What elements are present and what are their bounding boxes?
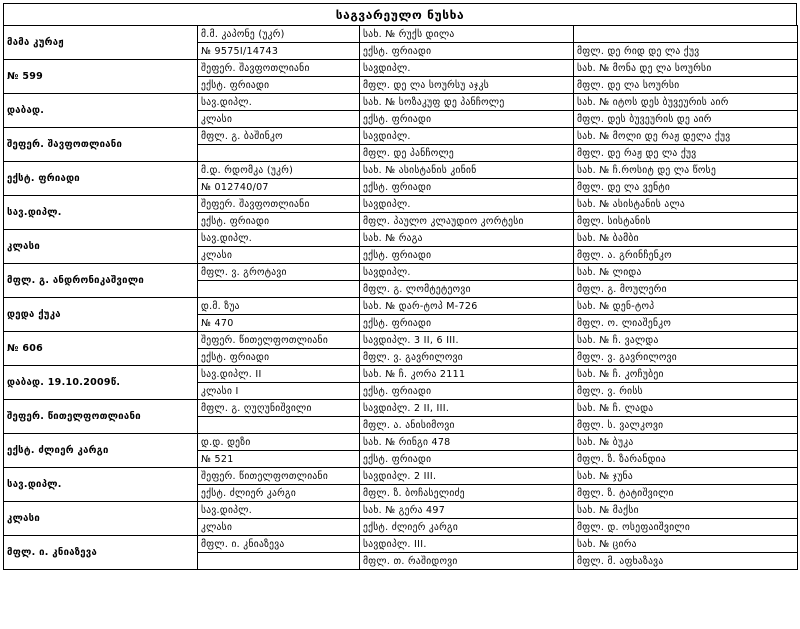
grandparent-cell: ექსტ. ძლიერ კარგი: [360, 519, 574, 536]
document-title: საგვარეულო ნუსხა: [3, 3, 797, 25]
grandparent-cell: მფლ. პაულო კლაუდიო კორტესი: [360, 213, 574, 230]
grandparent-cell: სახ. № რინგი 478: [360, 434, 574, 451]
great-grandparent-cell: მფლ. ა. გრინჩენკო: [574, 247, 798, 264]
great-grandparent-cell: მფლ. ვ. გავრილოვი: [574, 349, 798, 366]
grandparent-cell: სავდიპლ. III.: [360, 536, 574, 553]
owner-dog-cell: დაბად.: [4, 94, 198, 128]
parent-cell: მ.მ. კაპონე (უკრ): [198, 26, 360, 43]
table-row: [4, 128, 798, 145]
great-grandparent-cell: სახ. № ასისტანის ალა: [574, 196, 798, 213]
owner-dog-cell: მფლ. ი. კნიაზევა: [4, 536, 198, 570]
parent-cell: მფლ. ი. კნიაზევა: [198, 536, 360, 553]
parent-cell: ექსტ. ძლიერ კარგი: [198, 485, 360, 502]
parent-cell: სავ.დიპლ. II: [198, 366, 360, 383]
grandparent-cell: ექსტ. ფრიადი: [360, 111, 574, 128]
owner-dog-cell: კლასი: [4, 230, 198, 264]
grandparent-cell: მფლ. ზ. ბოჩასელიძე: [360, 485, 574, 502]
parent-cell: [198, 417, 360, 434]
grandparent-cell: სახ. № ასისტანის კინინ: [360, 162, 574, 179]
grandparent-cell: ექსტ. ფრიადი: [360, 179, 574, 196]
great-grandparent-cell: სახ. № მონა დე ლა სოურსი: [574, 60, 798, 77]
great-grandparent-cell: მფლ. დეს ბუვეურის დე აირ: [574, 111, 798, 128]
table-row: [4, 434, 798, 451]
grandparent-cell: მფლ. დე ლა სოურსუ აჯკს: [360, 77, 574, 94]
parent-cell: კლასი: [198, 111, 360, 128]
grandparent-cell: სახ. № რაგა: [360, 230, 574, 247]
parent-cell: [198, 281, 360, 298]
table-row: [4, 230, 798, 247]
parent-cell: მფლ. ვ. გროტავი: [198, 264, 360, 281]
parent-cell: [198, 145, 360, 162]
owner-dog-cell: ექსტ. ფრიადი: [4, 162, 198, 196]
parent-cell: შეფერ. შავფოთლიანი: [198, 60, 360, 77]
parent-cell: დ.დ. დეზი: [198, 434, 360, 451]
parent-cell: ექსტ. ფრიადი: [198, 77, 360, 94]
parent-cell: მფლ. გ. ღუღუნიშვილი: [198, 400, 360, 417]
parent-cell: № 012740/07: [198, 179, 360, 196]
owner-dog-cell: № 599: [4, 60, 198, 94]
parent-cell: კლასი I: [198, 383, 360, 400]
grandparent-cell: ექსტ. ფრიადი: [360, 247, 574, 264]
great-grandparent-cell: სახ. № დენ-ტოპ: [574, 298, 798, 315]
great-grandparent-cell: სახ. № იტოს დეს ბუვეურის აირ: [574, 94, 798, 111]
owner-dog-cell: დედა ქუკა: [4, 298, 198, 332]
parent-cell: № 9575I/14743: [198, 43, 360, 60]
table-row: [4, 502, 798, 519]
grandparent-cell: ექსტ. ფრიადი: [360, 451, 574, 468]
great-grandparent-cell: სახ. № მაქსი: [574, 502, 798, 519]
parent-cell: შეფერ. შავფოთლიანი: [198, 196, 360, 213]
great-grandparent-cell: [574, 26, 798, 43]
great-grandparent-cell: მფლ. სისტანის: [574, 213, 798, 230]
parent-cell: № 521: [198, 451, 360, 468]
parent-cell: სავ.დიპლ.: [198, 230, 360, 247]
great-grandparent-cell: მფლ. ო. ლიაშენკო: [574, 315, 798, 332]
table-row: [4, 332, 798, 349]
parent-cell: სავ.დიპლ.: [198, 502, 360, 519]
owner-dog-cell: მამა კურაჟ: [4, 26, 198, 60]
parent-cell: დ.მ. ზუა: [198, 298, 360, 315]
parent-cell: ექსტ. ფრიადი: [198, 349, 360, 366]
parent-cell: შეფერ. წითელფოთლიანი: [198, 468, 360, 485]
parent-cell: ექსტ. ფრიადი: [198, 213, 360, 230]
great-grandparent-cell: მფლ. დე ლა სოურსი: [574, 77, 798, 94]
grandparent-cell: მფლ. ვ. გავრილოვი: [360, 349, 574, 366]
grandparent-cell: სახ. № გერა 497: [360, 502, 574, 519]
parent-cell: [198, 553, 360, 570]
owner-dog-cell: შეფერ. შავფოთლიანი: [4, 128, 198, 162]
owner-dog-cell: სავ.დიპლ.: [4, 468, 198, 502]
grandparent-cell: მფლ. თ. რაშიდოვი: [360, 553, 574, 570]
great-grandparent-cell: მფლ. დე რიდ დე ლა ქუვ: [574, 43, 798, 60]
grandparent-cell: ექსტ. ფრიადი: [360, 315, 574, 332]
table-row: [4, 366, 798, 383]
owner-dog-cell: მფლ. გ. ანდრონიკაშვილი: [4, 264, 198, 298]
grandparent-cell: სავდიპლ. 2 III.: [360, 468, 574, 485]
grandparent-cell: მფლ. გ. ლომტეტეოვი: [360, 281, 574, 298]
great-grandparent-cell: სახ. № ლიდა: [574, 264, 798, 281]
table-row: [4, 94, 798, 111]
table-row: [4, 162, 798, 179]
great-grandparent-cell: მფლ. დ. ოსეფაიშვილი: [574, 519, 798, 536]
grandparent-cell: მფლ. ა. ანისიმოვი: [360, 417, 574, 434]
parent-cell: № 470: [198, 315, 360, 332]
great-grandparent-cell: სახ. № ჩ.როსიტ დე ლა წოსე: [574, 162, 798, 179]
parent-cell: კლასი: [198, 519, 360, 536]
grandparent-cell: სავდიპლ.: [360, 60, 574, 77]
owner-dog-cell: კლასი: [4, 502, 198, 536]
table-row: [4, 60, 798, 77]
great-grandparent-cell: მფლ. დე რაჟ დე ლა ქუვ: [574, 145, 798, 162]
owner-dog-cell: ექსტ. ძლიერ კარგი: [4, 434, 198, 468]
great-grandparent-cell: მფლ. დე ლა ვენტი: [574, 179, 798, 196]
grandparent-cell: სახ. № სოზაკუფ დე პანჩოლე: [360, 94, 574, 111]
great-grandparent-cell: სახ. № ჯუნა: [574, 468, 798, 485]
table-row: [4, 264, 798, 281]
owner-dog-cell: შეფერ. წითელფოთლიანი: [4, 400, 198, 434]
owner-dog-cell: დაბად. 19.10.2009წ.: [4, 366, 198, 400]
parent-cell: მ.დ. რდომკა (უკრ): [198, 162, 360, 179]
table-row: [4, 26, 798, 43]
grandparent-cell: სავდიპლ. 3 II, 6 III.: [360, 332, 574, 349]
owner-dog-cell: № 606: [4, 332, 198, 366]
grandparent-cell: სახ. № ჩ. კორა 2111: [360, 366, 574, 383]
grandparent-cell: ექსტ. ფრიადი: [360, 383, 574, 400]
great-grandparent-cell: მფლ. მ. აფხაზავა: [574, 553, 798, 570]
great-grandparent-cell: სახ. № მოლი დე რაჟ დელა ქუვ: [574, 128, 798, 145]
grandparent-cell: სახ. № დარ-ტოპ M-726: [360, 298, 574, 315]
parent-cell: კლასი: [198, 247, 360, 264]
grandparent-cell: ექსტ. ფრიადი: [360, 43, 574, 60]
great-grandparent-cell: მფლ. ვ. რისს: [574, 383, 798, 400]
owner-dog-cell: სავ.დიპლ.: [4, 196, 198, 230]
great-grandparent-cell: სახ. № ჩ. ვალდა: [574, 332, 798, 349]
table-row: [4, 400, 798, 417]
parent-cell: მფლ. გ. ბაშინკო: [198, 128, 360, 145]
pedigree-document: [3, 3, 797, 570]
great-grandparent-cell: სახ. № ცირა: [574, 536, 798, 553]
table-row: [4, 298, 798, 315]
table-row: [4, 196, 798, 213]
parent-cell: სავ.დიპლ.: [198, 94, 360, 111]
great-grandparent-cell: სახ. № ბამბი: [574, 230, 798, 247]
grandparent-cell: სავდიპლ.: [360, 128, 574, 145]
parent-cell: შეფერ. წითელფოთლიანი: [198, 332, 360, 349]
great-grandparent-cell: მფლ. ს. ვალკოვი: [574, 417, 798, 434]
great-grandparent-cell: მფლ. გ. მოულერი: [574, 281, 798, 298]
great-grandparent-cell: სახ. № ჩ. ლადა: [574, 400, 798, 417]
great-grandparent-cell: მფლ. ზ. ზარანდია: [574, 451, 798, 468]
pedigree-table: [3, 25, 798, 570]
grandparent-cell: სახ. № რუქს დილა: [360, 26, 574, 43]
grandparent-cell: სავდიპლ.: [360, 196, 574, 213]
great-grandparent-cell: მფლ. ზ. ტატიშვილი: [574, 485, 798, 502]
great-grandparent-cell: სახ. № ჩ. კოჩუბეი: [574, 366, 798, 383]
grandparent-cell: მფლ. დე პანჩოლე: [360, 145, 574, 162]
great-grandparent-cell: სახ. № ბუკა: [574, 434, 798, 451]
table-row: [4, 468, 798, 485]
table-row: [4, 536, 798, 553]
grandparent-cell: სავდიპლ. 2 II, III.: [360, 400, 574, 417]
grandparent-cell: სავდიპლ.: [360, 264, 574, 281]
